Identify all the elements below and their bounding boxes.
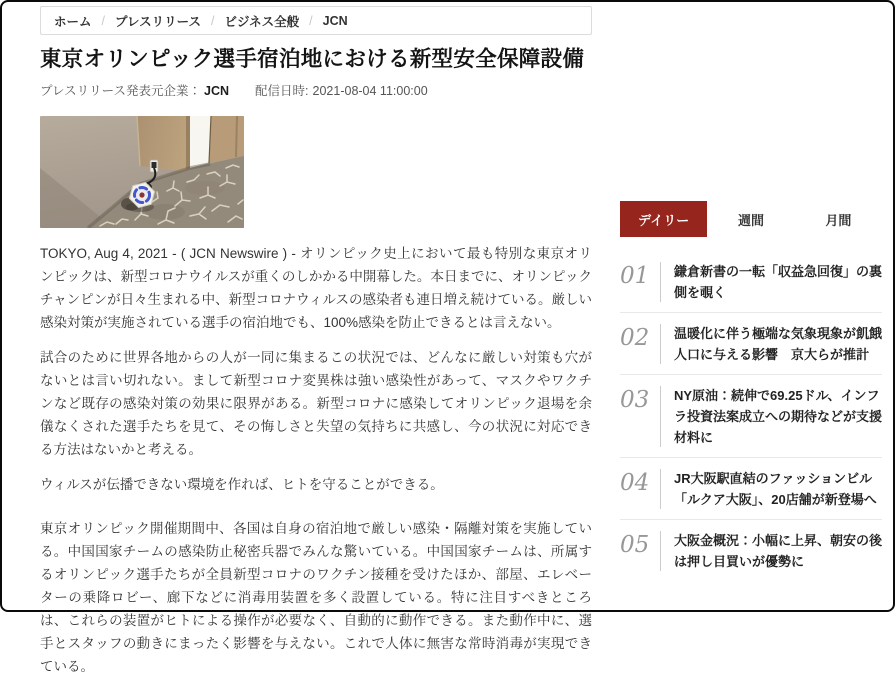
ranking-item-1[interactable]	[620, 251, 882, 313]
tab-monthly[interactable]: 月間	[825, 212, 852, 228]
article-body	[40, 242, 592, 678]
article-meta	[40, 81, 592, 99]
ranking-item-title: 鎌倉新書の一転「収益急回復」の裏側を覗く	[674, 264, 883, 300]
source-company[interactable]: JCN	[204, 84, 230, 98]
ranking-item-5[interactable]	[620, 520, 882, 581]
article-paragraph: ウィルスが伝播できない環境を作れば、ヒトを守ることができる。	[40, 477, 444, 492]
right-wall-panel	[209, 116, 244, 163]
ranking-item-3[interactable]	[620, 375, 882, 458]
tab-daily[interactable]: デイリー	[620, 201, 707, 237]
rank-number: 02	[620, 325, 650, 351]
ranking-sidebar	[620, 201, 882, 581]
rank-divider	[660, 324, 661, 364]
article-paragraph: 試合のために世界各地からの人が一同に集まるこの状況では、どんなに厳しい対策も穴がないとは言い切れない。まして新型コロナ変異株は強い感染性があって、マスクやワクチンなど既存の感染対策の効果に限界がある。新型コロナに感染してオリンピック退場を余儀なくされた選手たちを見て、その悔しさと失望の気持ちに共感し、今の状況に対応できる方法はないかと考える。	[40, 350, 592, 457]
breadcrumb-separator: /	[101, 13, 105, 28]
main-column	[40, 6, 592, 690]
tab-weekly[interactable]: 週間	[737, 212, 764, 228]
rank-divider	[660, 531, 661, 571]
rank-number: 04	[620, 470, 650, 496]
source-label: プレスリリース発表元企業：	[40, 84, 202, 98]
breadcrumb-jcn[interactable]: JCN	[322, 13, 348, 28]
breadcrumb-separator: /	[309, 13, 313, 28]
article-photo-hallway	[40, 116, 244, 228]
rank-number: 03	[620, 387, 650, 413]
ranking-item-title: 温暖化に伴う極端な気象現象が飢餓人口に与える影響 京大らが推計	[674, 326, 883, 362]
ranking-item-title: NY原油：続伸で69.25ドル、インフラ投資法案成立への期待などが支援材料に	[674, 388, 883, 445]
ranking-item-title: 大阪金概況：小幅に上昇、朝安の後は押し目買いが優勢に	[674, 533, 883, 569]
article-paragraph: TOKYO, Aug 4, 2021 - ( JCN Newswire ) - オリンピック史上において最も特別な東京オリンピックは、新型コロナウイルスが重くのしかかる中開幕した。本日までに、オリンピックチャンピンが日々生まれる中、新型コロナウィルスの感染者も連日増え続けている。厳しい感染対策が実施されている選手の宿泊地でも、100%感染を防止できるとは言えない。	[40, 246, 592, 330]
breadcrumb	[40, 6, 592, 35]
breadcrumb-pressrelease[interactable]: プレスリリース	[115, 14, 202, 29]
door-opening	[190, 116, 211, 168]
rank-divider	[660, 386, 661, 447]
hallway-door	[137, 116, 190, 172]
rank-number: 05	[620, 532, 650, 558]
ranking-item-title: JR大阪駅直結のファッションビル「ルクア大阪」、20店舗が新登場へ	[674, 471, 877, 507]
ranking-list	[620, 251, 882, 581]
publish-date-label: 配信日時:	[255, 84, 309, 98]
ranking-tabs	[620, 201, 882, 237]
article-paragraph: 東京オリンピック開催期間中、各国は自身の宿泊地で厳しい感染・隔離対策を実施している。中国国家チームの感染防止秘密兵器でみんな驚いている。中国国家チームは、所属するオリンピック選手たちが全員新型コロナのワクチン接種を受けたほか、部屋、エレベーターの乗降ロビー、廊下などに消毒用装置を多く設置している。特に注目すべきところは、これらの装置がヒトによる操作が必要なく、自動的に動作できる。また動作中に、選手とスタッフの動きにまったく影響を与えない。これで人体に無害な常時消毒が実現できている。	[40, 521, 592, 674]
page-title: 東京オリンピック選手宿泊地における新型安全保障設備	[40, 47, 585, 71]
rank-divider	[660, 262, 661, 302]
breadcrumb-home[interactable]: ホーム	[54, 14, 92, 29]
breadcrumb-separator: /	[211, 13, 215, 28]
breadcrumb-business[interactable]: ビジネス全般	[224, 14, 300, 29]
rank-number: 01	[620, 263, 650, 289]
ranking-item-2[interactable]	[620, 313, 882, 375]
ranking-item-4[interactable]	[620, 458, 882, 520]
publish-date-value: 2021-08-04 11:00:00	[312, 84, 428, 98]
rank-divider	[660, 469, 661, 509]
